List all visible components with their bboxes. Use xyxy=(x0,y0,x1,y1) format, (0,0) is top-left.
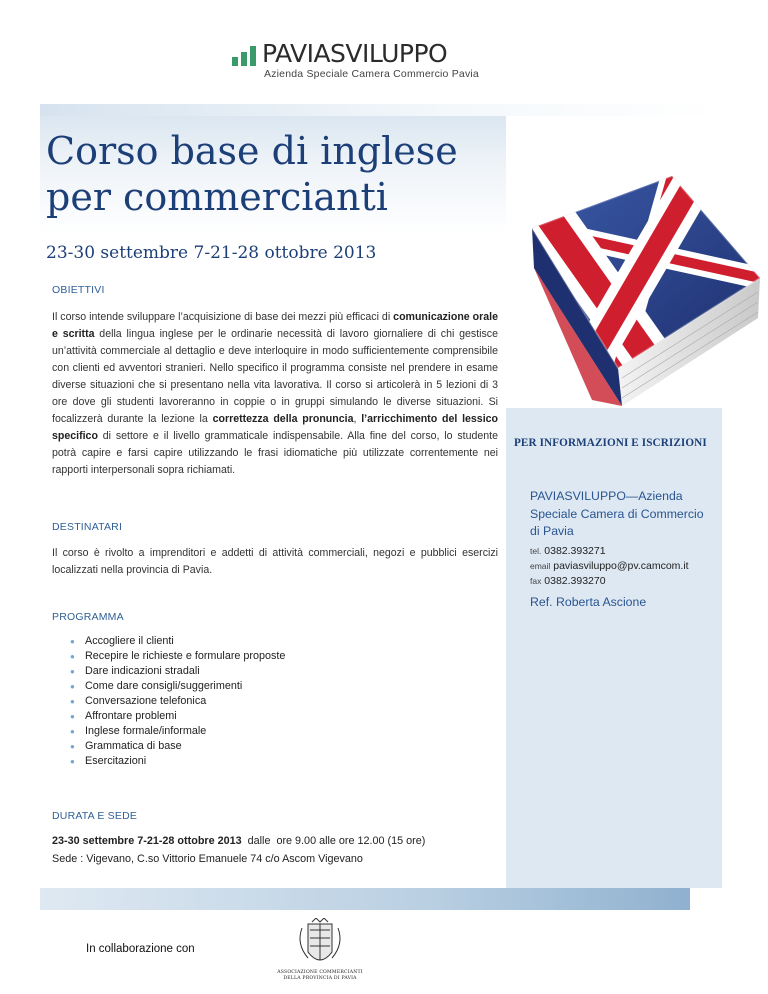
durata-sede-text xyxy=(52,832,425,868)
email-line: email paviasviluppo@pv.camcom.it xyxy=(530,560,689,572)
union-jack-book-image xyxy=(522,168,762,408)
course-dates: 23-30 settembre 7-21-28 ottobre 2013 xyxy=(46,243,377,263)
list-item: ● Dare indicazioni stradali xyxy=(66,664,285,679)
phone-line: tel. 0382.393271 xyxy=(530,545,606,557)
email-link[interactable]: paviasviluppo@pv.camcom.it xyxy=(550,560,689,572)
durata-time: dalle ore 9.00 alle ore 12.00 (15 ore) xyxy=(241,835,426,847)
organization-name: PAVIASVILUPPO—Azienda Speciale Camera di Commercio di Pavia xyxy=(530,489,704,538)
fax-line: fax 0382.393270 xyxy=(530,575,606,587)
section-label-obiettivi: OBIETTIVI xyxy=(52,284,105,296)
footer-bar xyxy=(40,888,690,910)
logo-title: PAVIASVILUPPO xyxy=(262,39,448,68)
info-heading: PER INFORMAZIONI E ISCRIZIONI xyxy=(514,437,707,449)
list-item: ● Accogliere il clienti xyxy=(66,634,285,649)
list-item: ● Come dare consigli/suggerimenti xyxy=(66,679,285,694)
phone-number[interactable]: 0382.393271 xyxy=(541,545,606,557)
programma-list xyxy=(66,634,285,769)
contact-details xyxy=(530,544,689,589)
paviasviluppo-logo xyxy=(232,40,532,84)
list-item: ● Recepire le richieste e formulare proposte xyxy=(66,649,285,664)
obiettivi-text: Il corso intende sviluppare l’acquisizione di base dei mezzi più efficaci di comunicazione orale e scritta della lingua inglese per le ordinarie necessità di lavoro giornaliere di chi gestisce un’attività commerciale al dettaglio e deve interloquire in modo sufficientemente comprensibile con clienti ed avventori stranieri. Nello specifico il programma consiste nel prendere in esame diverse situazioni che si presentano nella vita lavorativa. Il corso si articolerà in 5 lezioni di 3 ore dove gli studenti lavoreranno in coppie o in gruppi simulando le diverse situazioni. Si focalizzerà durante la lezione la correttezza della pronuncia, l’arricchimento del lessico specifico di settore e il livello grammaticale indispensabile. Alla fine del corso, lo studente potrà capire e farsi capire utilizzando le frasi idiomatiche più utilizzate correntemente nei rapporti interpersonali sopra richiamati. xyxy=(52,311,499,476)
collaboration-label: In collaborazione con xyxy=(86,943,195,955)
bar-chart-logo-icon xyxy=(232,46,258,66)
sede-address: Sede : Vigevano, C.so Vittorio Emanuele 74 c/o Ascom Vigevano xyxy=(52,853,363,865)
list-item: ● Grammatica di base xyxy=(66,739,285,754)
logo-subtitle: Azienda Speciale Camera Commercio Pavia xyxy=(264,68,479,80)
fax-number: 0382.393270 xyxy=(541,575,606,587)
title-line-1: Corso base di inglese xyxy=(46,129,458,173)
section-label-destinatari: DESTINATARI xyxy=(52,521,123,533)
page-title xyxy=(46,128,496,220)
durata-dates: 23-30 settembre 7-21-28 ottobre 2013 xyxy=(52,835,242,847)
association-name: ASSOCIAZIONE COMMERCIANTI DELLA PROVINCIA DI PAVIA xyxy=(277,970,363,981)
section-label-programma: PROGRAMMA xyxy=(52,611,124,623)
list-item: ● Esercitazioni xyxy=(66,754,285,769)
contact-reference: Ref. Roberta Ascione xyxy=(530,595,647,609)
list-item: ● Affrontare problemi xyxy=(66,709,285,724)
list-item: ● Inglese formale/informale xyxy=(66,724,285,739)
title-line-2: per commercianti xyxy=(46,175,388,219)
destinatari-text: Il corso è rivolto a imprenditori e addetti di attività commerciali, negozi e pubblici esercizi localizzati nella provincia di Pavia. xyxy=(52,547,498,576)
info-panel xyxy=(506,408,722,888)
top-strip xyxy=(40,104,722,116)
content-panel xyxy=(40,104,506,890)
list-item: ● Conversazione telefonica xyxy=(66,694,285,709)
section-label-durata: DURATA E SEDE xyxy=(52,810,138,822)
